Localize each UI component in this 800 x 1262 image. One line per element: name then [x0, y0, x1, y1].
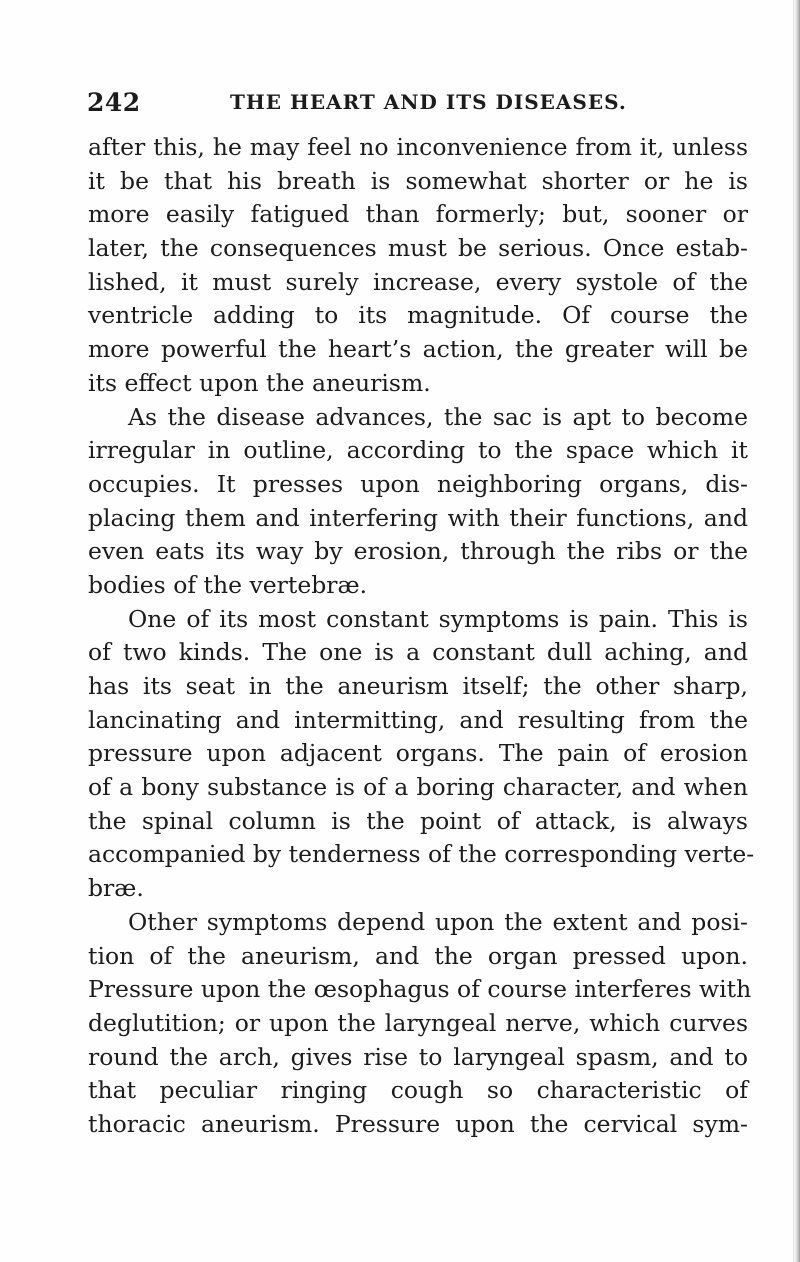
- text-line: tion of the aneurism, and the organ pressed upon.: [88, 941, 748, 970]
- text-line: irregular in outline, according to the space which it: [88, 436, 748, 465]
- text-line: As the disease advances, the sac is apt to become: [128, 402, 748, 431]
- text-line: accompanied by tenderness of the corresponding verte-: [88, 840, 755, 869]
- text-line: that peculiar ringing cough so characteristic of: [88, 1076, 748, 1105]
- page-number: 242: [87, 88, 141, 117]
- text-line: more powerful the heart’s action, the greater will be: [88, 335, 748, 364]
- text-line: lancinating and intermitting, and resulting from the: [88, 705, 748, 734]
- text-line: has its seat in the aneurism itself; the other sharp,: [88, 672, 748, 700]
- text-line: occupies. It presses upon neighboring organs, dis-: [88, 469, 748, 498]
- text-line: placing them and interfering with their functions, and: [88, 503, 748, 532]
- text-line: the spinal column is the point of attack, is always: [88, 806, 748, 835]
- text-line: deglutition; or upon the laryngeal nerve, which curves: [88, 1008, 748, 1037]
- text-line: of two kinds. The one is a constant dull aching, and: [88, 638, 748, 667]
- text-line: later, the consequences must be serious. Once estab-: [88, 234, 748, 263]
- text-line: pressure upon adjacent organs. The pain of erosion: [88, 739, 748, 768]
- text-line: its effect upon the aneurism.: [88, 368, 431, 397]
- text-line: it be that his breath is somewhat shorter or he is: [88, 166, 748, 195]
- text-line: bræ.: [88, 874, 144, 903]
- text-line: Other symptoms depend upon the extent and posi-: [128, 907, 748, 936]
- text-line: more easily fatigued than formerly; but, sooner or: [88, 200, 748, 229]
- text-line: thoracic aneurism. Pressure upon the cervical sym-: [88, 1109, 748, 1138]
- page-header: [87, 88, 747, 118]
- text-line: after this, he may feel no inconvenience from it, unless: [88, 133, 748, 161]
- text-line: even eats its way by erosion, through the ribs or the: [88, 537, 748, 566]
- text-line: One of its most constant symptoms is pain. This is: [128, 604, 748, 633]
- body-text: [88, 131, 755, 1142]
- text-line: bodies of the vertebræ.: [88, 570, 368, 599]
- running-head: THE HEART AND ITS DISEASES.: [230, 90, 627, 114]
- text-line: round the arch, gives rise to laryngeal spasm, and to: [88, 1042, 748, 1071]
- text-line: lished, it must surely increase, every systole of the: [88, 267, 748, 296]
- page-edge: [794, 0, 800, 1262]
- text-line: of a bony substance is of a boring character, and when: [88, 773, 748, 802]
- text-line: Pressure upon the œsophagus of course interferes with: [88, 975, 752, 1004]
- text-line: ventricle adding to its magnitude. Of course the: [88, 301, 748, 330]
